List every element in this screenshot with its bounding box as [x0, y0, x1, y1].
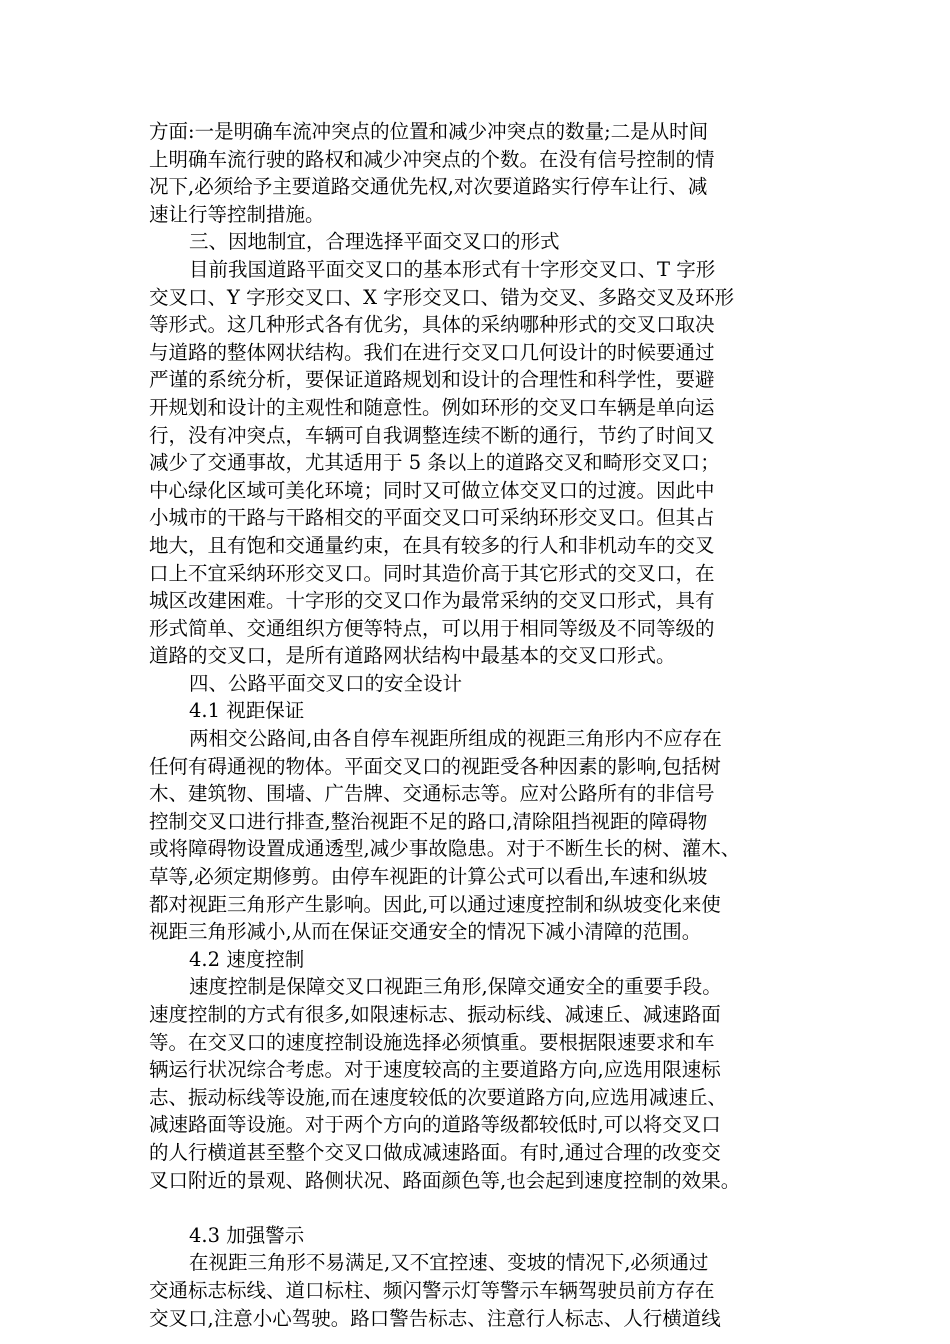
text-line: 道路的交叉口，是所有道路网状结构中最基本的交叉口形式。 — [149, 644, 676, 668]
text-line: 小城市的干路与干路相交的平面交叉口可采纳环形交叉口。但其占 — [149, 506, 715, 530]
text-line: 都对视距三角形产生影响。因此,可以通过速度控制和纵坡变化来使 — [149, 892, 721, 916]
text-line: 方面:一是明确车流冲突点的位置和减少冲突点的数量;二是从时间 — [149, 120, 709, 143]
text-line: 速让行等控制措施。 — [149, 202, 325, 226]
text-line: 速度控制是保障交叉口视距三角形,保障交通安全的重要手段。 — [189, 975, 722, 999]
text-line: 地大，且有饱和交通量约束，在具有较多的行人和非机动车的交叉 — [149, 533, 715, 557]
text-line: 严谨的系统分析，要保证道路规划和设计的合理性和科学性，要避 — [149, 368, 715, 392]
text-line: 形式简单、交通组织方便等特点，可以用于相同等级及不同等级的 — [149, 616, 715, 640]
text-line: 四、公路平面交叉口的安全设计 — [189, 671, 463, 695]
text-line: 任何有碍通视的物体。平面交叉口的视距受各种因素的影响,包括树 — [149, 754, 721, 778]
text-line: 等。在交叉口的速度控制设施选择必须慎重。要根据限速要求和车 — [149, 1030, 715, 1054]
text-line: 两相交公路间,由各自停车视距所组成的视距三角形内不应存在 — [189, 727, 722, 751]
text-line: 速度控制的方式有很多,如限速标志、振动标线、减速丘、减速路面 — [149, 1003, 721, 1026]
text-line: 4.3 加强警示 — [189, 1223, 305, 1247]
text-line: 况下,必须给予主要道路交通优先权,对次要道路实行停车让行、减 — [149, 175, 708, 199]
text-line: 或将障碍物设置成通透型,减少事故隐患。对于不断生长的树、灌木、 — [149, 837, 741, 861]
text-line: 4.2 速度控制 — [189, 947, 305, 971]
text-line: 视距三角形减小,从而在保证交通安全的情况下减小清障的范围。 — [149, 920, 702, 944]
text-line: 目前我国道路平面交叉口的基本形式有十字形交叉口、T 字形 — [189, 257, 716, 281]
text-line: 交叉口、Y 字形交叉口、X 字形交叉口、错为交叉、多路交叉及环形 — [149, 285, 735, 309]
text-line: 口上不宜采纳环形交叉口。同时其造价高于其它形式的交叉口，在 — [149, 561, 715, 585]
text-line: 三、因地制宜，合理选择平面交叉口的形式 — [189, 230, 560, 254]
text-line: 志、振动标线等设施,而在速度较低的次要道路方向,应选用减速丘、 — [149, 1085, 727, 1109]
text-line: 草等,必须定期修剪。由停车视距的计算公式可以看出,车速和纵坡 — [149, 865, 708, 889]
text-line: 控制交叉口进行排查,整治视距不足的路口,清除阻挡视距的障碍物 — [149, 809, 708, 833]
blank-line — [149, 1194, 829, 1222]
text-line: 减少了交通事故，尤其适用于 5 条以上的道路交叉和畸形交叉口； — [149, 451, 720, 475]
text-line: 等形式。这几种形式各有优劣，具体的采纳哪种形式的交叉口取决 — [149, 313, 715, 337]
text-line: 与道路的整体网状结构。我们在进行交叉口几何设计的时候要通过 — [149, 340, 715, 364]
text-line: 辆运行状况综合考虑。对于速度较高的主要道路方向,应选用限速标 — [149, 1058, 721, 1082]
text-line: 上明确车流行驶的路权和减少冲突点的个数。在没有信号控制的情 — [149, 147, 715, 171]
text-line: 木、建筑物、围墙、广告牌、交通标志等。应对公路所有的非信号 — [149, 782, 715, 806]
text-line: 交通标志标线、道口标柱、频闪警示灯等警示车辆驾驶员前方存在 — [149, 1278, 715, 1302]
text-line: 叉口附近的景观、路侧状况、路面颜色等,也会起到速度控制的效果。 — [149, 1168, 741, 1192]
text-line: 在视距三角形不易满足,又不宜控速、变坡的情况下,必须通过 — [189, 1251, 709, 1275]
text-line: 城区改建困难。十字形的交叉口作为最常采纳的交叉口形式，具有 — [149, 589, 715, 613]
text-line: 交叉口,注意小心驾驶。路口警告标志、注意行人标志、人行横道线 — [149, 1306, 721, 1330]
text-line: 减速路面等设施。对于两个方向的道路等级都较低时,可以将交叉口 — [149, 1113, 721, 1137]
document-body — [149, 118, 829, 1332]
text-line: 中心绿化区域可美化环境；同时又可做立体交叉口的过渡。因此中 — [149, 478, 715, 502]
text-line: 开规划和设计的主观性和随意性。例如环形的交叉口车辆是单向运 — [149, 395, 715, 419]
text-line: 的人行横道甚至整个交叉口做成减速路面。有时,通过合理的改变交 — [149, 1140, 721, 1164]
text-line: 4.1 视距保证 — [189, 699, 305, 723]
text-line: 行，没有冲突点，车辆可自我调整连续不断的通行，节约了时间又 — [149, 423, 715, 447]
